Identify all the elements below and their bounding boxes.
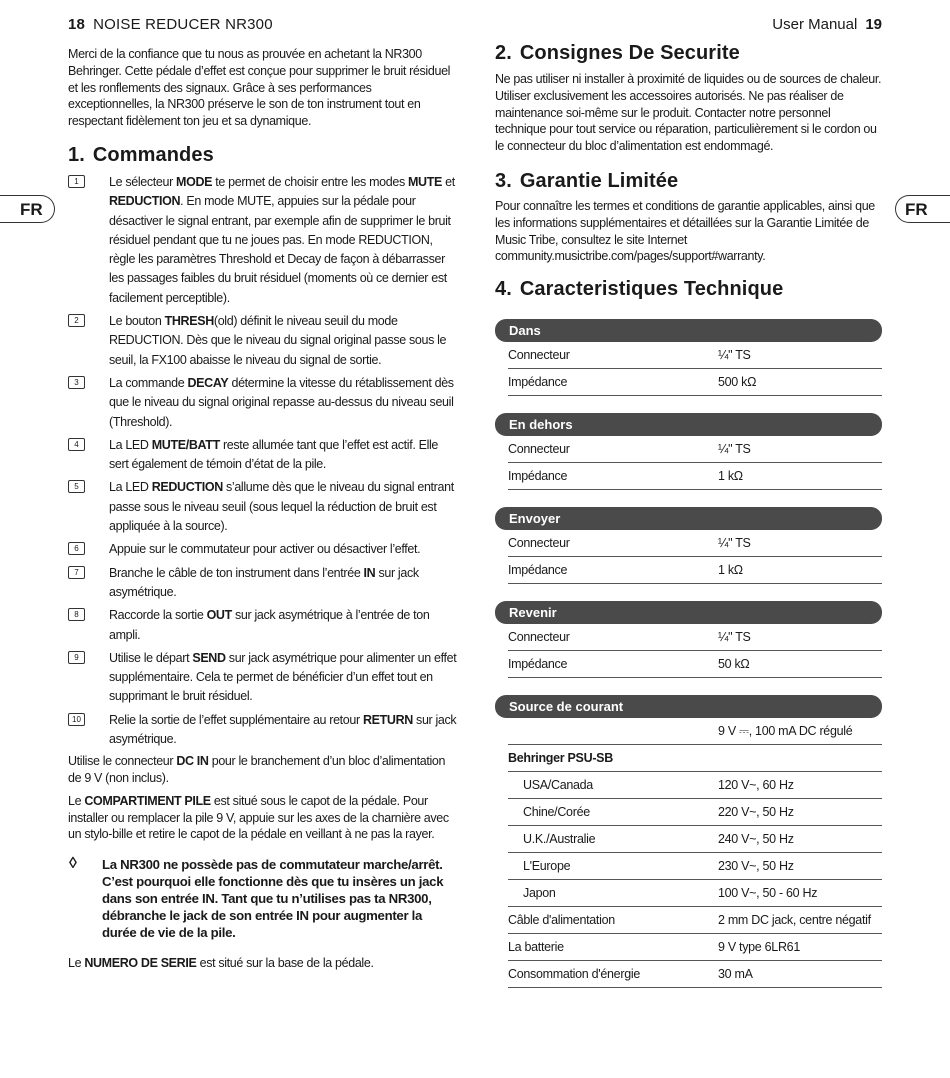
spec-group-header: Envoyer: [495, 507, 882, 530]
spec-row: [508, 530, 882, 557]
spec-group-header: Revenir: [495, 601, 882, 624]
item-text-post: . En mode MUTE, appuies sur la pédale pour désactiver le signal entrant, par exemple afin de supprimer le bruit résiduel pendant que tu ne joues pas. En mode REDUCTION, règle les paramètres Threshold et Decay de façon à débarrasser les passages faibles du bruit résiduel (moments où ce dernier est facilement perceptible).: [109, 194, 451, 305]
item-bold-term: RETURN: [362, 712, 413, 727]
spec-label: Behringer PSU-SB: [508, 751, 613, 766]
item-text-post: sur jack asymétrique.: [109, 565, 419, 599]
item-number-badge: 4: [68, 438, 85, 451]
spec-row: [508, 745, 882, 772]
spec-value: 9 V type 6LR61: [718, 940, 800, 955]
spec-group: [495, 319, 882, 396]
spec-label: Consommation d'énergie: [508, 967, 640, 982]
spec-label: Câble d'alimentation: [508, 913, 615, 928]
section-heading-securite: [495, 42, 882, 65]
item-number-badge: 1: [68, 175, 85, 188]
spec-group-header: Source de courant: [495, 695, 882, 718]
spec-label: Connecteur: [508, 348, 570, 363]
section-heading-garantie: [495, 170, 882, 193]
spec-value: ¼" TS: [718, 348, 751, 363]
spec-label: USA/Canada: [523, 778, 593, 793]
spec-value: 240 V~, 50 Hz: [718, 832, 794, 847]
power-spec-rows: [495, 718, 882, 988]
item-bold-term: IN: [363, 565, 376, 580]
command-item: [68, 711, 458, 750]
spec-row: [508, 826, 882, 853]
item-text-pre: La LED: [109, 480, 152, 495]
spec-label: L'Europe: [523, 859, 571, 874]
item-bold-term: MODE: [176, 174, 213, 189]
spec-value: 500 kΩ: [718, 375, 757, 390]
controls-list: [68, 173, 458, 749]
battery-bold: COMPARTIMENT PILE: [84, 793, 211, 808]
command-item: [68, 564, 458, 603]
left-column: [68, 46, 458, 972]
power-note-text: La NR300 ne possède pas de commutateur marche/arrêt. C’est pourquoi elle fonctionne dès que tu insères un jack dans son entrée IN. Tant que tu n’utilises pas ta NR300, débranche le jack de son entrée IN pour augmenter la durée de vie de la pile.: [102, 857, 444, 941]
item-text-mid: te permet de choisir entre les modes: [212, 174, 408, 189]
item-text-post: s’allume dès que le niveau du signal entrant passe sous le niveau seuil (sous lequel la réduction de bruit est appliquée à la source).: [109, 480, 454, 534]
spec-value: 1 kΩ: [718, 469, 743, 484]
command-item: [68, 540, 458, 559]
spec-value: 50 kΩ: [718, 657, 750, 672]
item-text-pre: La LED: [109, 437, 152, 452]
power-note: [68, 856, 458, 941]
spec-row: [508, 853, 882, 880]
command-item: [68, 649, 458, 707]
dc-in-text-post: pour le branchement d’un bloc d’alimentation de 9 V (non inclus).: [68, 754, 446, 786]
item-text-mid: et: [441, 174, 455, 189]
item-text-pre: La commande: [109, 375, 188, 390]
item-text-pre: Branche le câble de ton instrument dans l’entrée: [109, 565, 364, 580]
serial-paragraph: [68, 955, 458, 972]
section-number: 3.: [495, 169, 512, 192]
language-tab-left: FR: [0, 195, 55, 223]
item-number-badge: 10: [68, 713, 85, 726]
battery-text-post: est situé sous le capot de la pédale. Pour installer ou remplacer la pile 9 V, appuie sur les axes de la charnière avec un stylo-bille et retire le capot de la pédale en veillant à ne pas la rayer.: [68, 793, 449, 842]
command-item: [68, 312, 458, 370]
item-text-pre: Le sélecteur: [109, 174, 177, 189]
spec-label: Chine/Corée: [523, 805, 590, 820]
spec-label: Impédance: [508, 657, 568, 672]
item-bold-term: MUTE/BATT: [151, 437, 220, 452]
spec-value: 220 V~, 50 Hz: [718, 805, 794, 820]
item-bold-term: REDUCTION: [151, 480, 223, 495]
intro-paragraph: Merci de la confiance que tu nous as prouvée en achetant la NR300 Behringer. Cette pédale d’effet est conçue pour supprimer le bruit résiduel et les ronflements des signaux. Grâce à ses performances exceptionnelles, la NR300 préserve le son de ton instrument tout en respectant fidèlement ton jeu et sa dynamique.: [68, 47, 451, 129]
item-text-pre: Raccorde la sortie: [109, 608, 207, 623]
serial-bold: NUMERO DE SERIE: [84, 956, 197, 971]
item-text-post: (old) définit le niveau seuil du mode REDUCTION. Dès que le niveau du signal original passe sous le seuil, la FX100 abaisse le niveau du signal de sortie.: [109, 314, 447, 367]
spec-value: 2 mm DC jack, centre négatif: [718, 913, 871, 928]
item-bold-term: MUTE: [407, 174, 442, 189]
spec-value: ¼" TS: [718, 630, 751, 645]
section-number: 4.: [495, 278, 512, 301]
item-text-post: sur jack asymétrique.: [109, 712, 457, 746]
spec-group: [495, 507, 882, 584]
spec-group-header: En dehors: [495, 413, 882, 436]
spec-row: [508, 934, 882, 961]
spec-row: [508, 718, 882, 745]
section-number: 1.: [68, 143, 85, 166]
warranty-paragraph: Pour connaître les termes et conditions de garantie applicables, ainsi que les informations supplémentaires et détaillées sur la Garantie Limitée de Music Tribe, consultez le site Internet community.musictribe.com/pages/support#warranty.: [495, 198, 875, 264]
command-item: [68, 478, 458, 536]
spec-value: ¼" TS: [718, 442, 751, 457]
spec-value: ¼" TS: [718, 536, 751, 551]
dc-in-text-pre: Utilise le connecteur: [68, 754, 177, 769]
section-title: Consignes De Securite: [519, 42, 740, 64]
spec-row: [508, 557, 882, 584]
section-title: Caracteristiques Technique: [519, 278, 784, 301]
spec-label: Connecteur: [508, 630, 570, 645]
spec-group: [495, 601, 882, 678]
item-number-badge: 8: [68, 608, 85, 621]
spec-row: [508, 651, 882, 678]
command-item: [68, 173, 458, 308]
command-item: [68, 436, 458, 475]
safety-paragraph: Ne pas utiliser ni installer à proximité de liquides ou de sources de chaleur. Utiliser exclusivement les accessoires autorisés. Ne pas réaliser de maintenance soi-même sur le produit. Contacter notre personnel technique pour tout service ou réparation, particulièrement si le cordon ou le connecteur du bloc d’alimentation est endommagé.: [495, 72, 882, 154]
item-text-post: sur jack asymétrique à l’entrée de ton ampli.: [109, 608, 430, 642]
item-text-pre: Le bouton: [109, 314, 165, 329]
item-number-badge: 3: [68, 376, 85, 389]
right-page-header: [772, 16, 882, 33]
left-header-title: NOISE REDUCER NR300: [93, 16, 273, 33]
left-page-header: [68, 16, 273, 33]
section-heading-commandes: [68, 144, 458, 167]
item-bold-term: SEND: [192, 650, 226, 665]
spec-label: Connecteur: [508, 536, 570, 551]
item-bold-term: THRESH: [164, 314, 214, 329]
spec-row: [508, 342, 882, 369]
item-number-badge: 5: [68, 480, 85, 493]
item-text-pre: Relie la sortie de l’effet supplémentaire au retour: [109, 712, 363, 727]
spec-label: Japon: [523, 886, 556, 901]
spec-group-header: Dans: [495, 319, 882, 342]
section-number: 2.: [495, 42, 512, 64]
item-bold-term: OUT: [206, 608, 232, 623]
command-item: [68, 606, 458, 645]
item-text-post: sur jack asymétrique pour alimenter un effet supplémentaire. Cela te permet de bénéficier d’un effet tout en supprimant le bruit résiduel.: [109, 650, 457, 704]
command-item: [68, 374, 458, 432]
item-text-post: reste allumée tant que l’effet est actif. Elle sert également de témoin d’état de la pile.: [109, 437, 439, 472]
spec-row: [508, 463, 882, 490]
left-page-number: 18: [68, 16, 86, 33]
spec-row: [508, 624, 882, 651]
spec-value: 9 V ⎓, 100 mA DC régulé: [718, 724, 853, 739]
dc-in-bold: DC IN: [176, 754, 209, 769]
item-text-pre: Appuie sur le commutateur pour activer ou désactiver l’effet.: [109, 542, 421, 557]
serial-text-pre: Le: [68, 956, 85, 971]
dc-in-paragraph: [68, 753, 458, 787]
item-text-post: détermine la vitesse du rétablissement dès que le niveau du signal original repasse au-dessus du niveau seuil (Threshold).: [109, 375, 454, 429]
spec-value: 100 V~, 50 - 60 Hz: [718, 886, 818, 901]
section-heading-specifications: [495, 278, 882, 301]
item-number-badge: 7: [68, 566, 85, 579]
spec-value: 230 V~, 50 Hz: [718, 859, 794, 874]
spec-label: U.K./Australie: [523, 832, 596, 847]
section-title: Commandes: [92, 143, 214, 166]
spec-row: [508, 799, 882, 826]
spec-value: 120 V~, 60 Hz: [718, 778, 794, 793]
language-tab-right: FR: [895, 195, 950, 223]
spec-row: [508, 772, 882, 799]
item-number-badge: 2: [68, 314, 85, 327]
spec-row: [508, 436, 882, 463]
item-number-badge: 6: [68, 542, 85, 555]
spec-row: [508, 369, 882, 396]
spec-row: [508, 907, 882, 934]
spec-label: Impédance: [508, 375, 568, 390]
item-bold-term: DECAY: [187, 375, 229, 390]
right-header-title: User Manual: [772, 16, 858, 33]
spec-value: 30 mA: [718, 967, 753, 982]
right-page-number: 19: [865, 16, 882, 33]
spec-row: [508, 880, 882, 907]
item-bold-term: REDUCTION: [109, 194, 181, 209]
serial-text-post: est situé sur la base de la pédale.: [196, 956, 374, 971]
warning-diamond-icon: ◊: [69, 855, 77, 873]
battery-paragraph: [68, 793, 458, 843]
specifications-table: [495, 319, 882, 678]
spec-label: La batterie: [508, 940, 564, 955]
spec-row: [508, 961, 882, 988]
section-title: Garantie Limitée: [519, 169, 679, 192]
battery-text-pre: Le: [68, 793, 85, 808]
spec-group: [495, 413, 882, 490]
spec-value: 1 kΩ: [718, 563, 743, 578]
item-text-pre: Utilise le départ: [109, 650, 193, 665]
spec-label: Impédance: [508, 469, 568, 484]
item-number-badge: 9: [68, 651, 85, 664]
right-column: [495, 42, 882, 988]
spec-label: Connecteur: [508, 442, 570, 457]
spec-label: Impédance: [508, 563, 568, 578]
